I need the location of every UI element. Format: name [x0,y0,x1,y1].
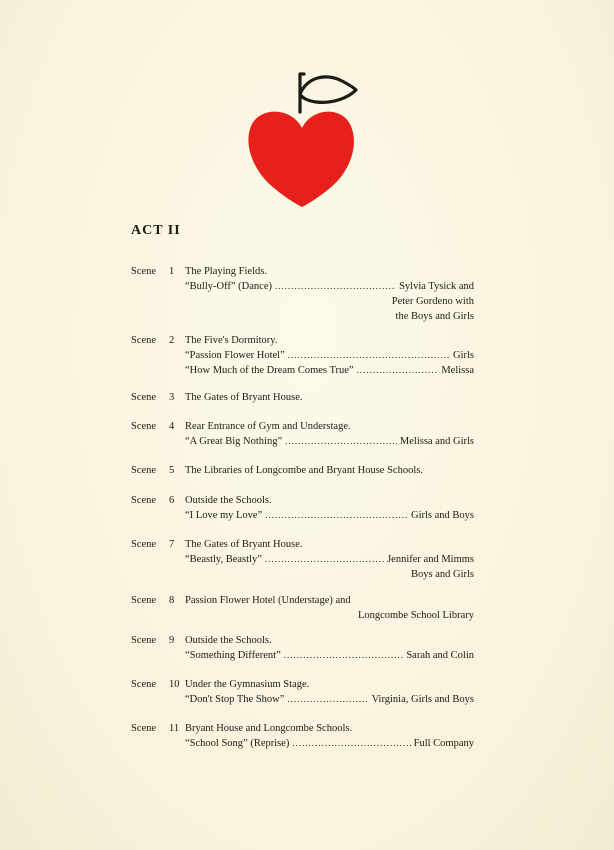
scene-label [131,264,183,279]
dot-leader [265,552,384,567]
song-title: “Something Different” [185,650,281,661]
song-performers: Melissa [441,365,474,376]
scene-setting: The Five's Dormitory. [185,335,278,346]
scene-label [131,390,183,405]
dot-leader [275,279,396,294]
scene-number: 3 [169,392,175,403]
scene-word: Scene [131,335,157,346]
scene-label [131,493,183,508]
scene-word: Scene [131,539,157,550]
performers-continuation: Boys and Girls [411,569,474,580]
scene-setting: The Libraries of Longcombe and Bryant House Schools. [185,465,423,476]
scene-label [131,537,183,552]
scene-number: 7 [169,539,175,550]
scene-word: Scene [131,266,157,277]
dot-leader [292,736,410,751]
song-line [185,648,474,663]
apple-heart [248,112,354,207]
scene-setting: Passion Flower Hotel (Understage) and [185,595,351,606]
scene-word: Scene [131,495,157,506]
scene-number: 1 [169,266,175,277]
scene-number: 4 [169,421,175,432]
song-title: “Passion Flower Hotel” [185,350,285,361]
song-performers: Virginia, Girls and Boys [371,694,474,705]
song-line [185,279,474,294]
song-title: “Bully-Off” (Dance) [185,281,272,292]
scene-setting: The Gates of Bryant House. [185,539,303,550]
apple-stem [300,74,356,112]
song-line [185,736,474,751]
performers-continuation: Peter Gordeno with [391,296,474,307]
song-performers: Sylvia Tysick and [399,281,474,292]
scene-label [131,463,183,478]
song-line [185,434,474,449]
dot-leader [284,648,404,663]
dot-leader [285,434,397,449]
dot-leader [287,692,368,707]
scene-label [131,721,183,736]
scene-label [131,419,183,434]
performers-continuation: the Boys and Girls [395,311,474,322]
scene-label [131,593,183,608]
scene-word: Scene [131,679,157,690]
song-line [185,348,474,363]
scene-word: Scene [131,595,157,606]
song-line [185,363,474,378]
song-line [185,692,474,707]
scene-number: 9 [169,635,175,646]
scene-label [131,633,183,648]
dot-leader [265,508,408,523]
scene-label [131,677,183,692]
scene-word: Scene [131,392,157,403]
scene-number: 6 [169,495,175,506]
song-line [185,552,474,567]
scene-setting: The Gates of Bryant House. [185,392,303,403]
song-line [185,508,474,523]
scene-number: 5 [169,465,175,476]
scene-setting: The Playing Fields. [185,266,267,277]
song-performers: Sarah and Colin [406,650,474,661]
scene-setting: Under the Gymnasium Stage. [185,679,310,690]
setting-continuation: Longcombe School Library [357,610,474,621]
song-title: “A Great Big Nothing” [185,436,283,447]
scene-setting: Outside the Schools. [185,635,272,646]
scene-number: 10 [169,679,180,690]
song-performers: Girls and Boys [411,510,474,521]
scene-word: Scene [131,723,157,734]
song-title: “Don't Stop The Show” [185,694,285,705]
scene-number: 2 [169,335,175,346]
scene-word: Scene [131,421,157,432]
song-performers: Girls [453,350,474,361]
scene-label [131,333,183,348]
song-performers: Jennifer and Mimms [387,554,474,565]
dot-leader [288,348,450,363]
scene-number: 11 [169,723,180,734]
act-title: ACT II [131,223,181,238]
song-title: “School Song” (Reprise) [185,738,290,749]
apple-logo-icon [244,72,360,212]
scene-number: 8 [169,595,175,606]
scene-word: Scene [131,635,157,646]
scene-word: Scene [131,465,157,476]
song-title: “I Love my Love” [185,510,263,521]
song-title: “How Much of the Dream Comes True” [185,365,354,376]
song-performers: Full Company [413,738,474,749]
scene-setting: Rear Entrance of Gym and Understage. [185,421,351,432]
scene-setting: Bryant House and Longcombe Schools. [185,723,353,734]
scene-setting: Outside the Schools. [185,495,272,506]
dot-leader [357,363,439,378]
song-performers: Melissa and Girls [399,436,474,447]
song-title: “Beastly, Beastly” [185,554,262,565]
